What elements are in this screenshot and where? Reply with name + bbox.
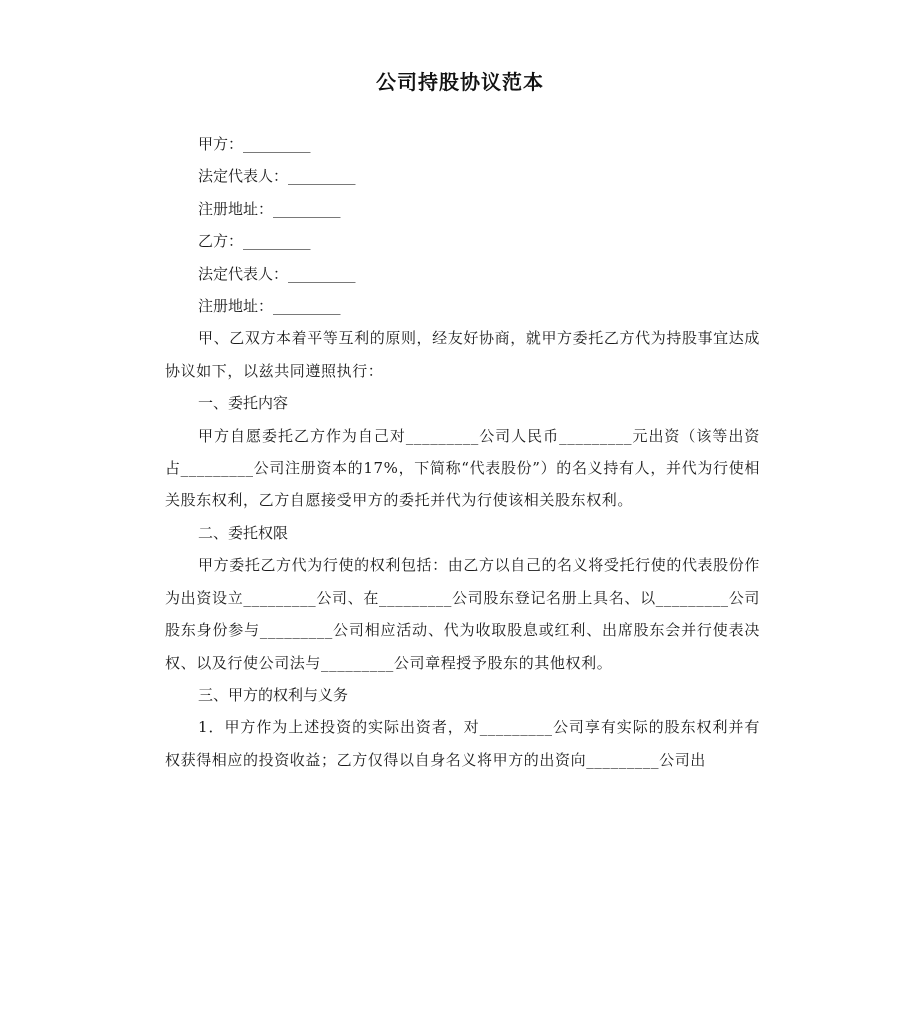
section-heading-entrustment-content: 一、委托内容 xyxy=(198,394,289,413)
section-text-entrustment-content: 甲方自愿委托乙方作为自己对_________公司人民币_________元出资（该等出资占_________公司注册资本的17%，下简称“代表股份”）的名义持有人，并代为行使相关股东权利，乙方自愿接受甲方的委托并代为行使该相关股东权利。 xyxy=(165,426,760,510)
section-text-party-a-rights: 1．甲方作为上述投资的实际出资者，对_________公司享有实际的股东权利并有权获得相应的投资收益；乙方仅得以自身名义将甲方的出资向_________公司出 xyxy=(165,718,760,769)
section-text-entrustment-authority: 甲方委托乙方代为行使的权利包括：由乙方以自己的名义将受托行使的代表股份作为出资设立_________公司、在_________公司股东登记名册上具名、以_________公司股东身份参与_________公司相应活动、代为收取股息或红利、出席股东会并行使表决权、以及行使公司法与_________公司章程授予股东的其他权利。 xyxy=(165,556,760,672)
party-a-name: 甲方：_________ xyxy=(198,135,311,153)
party-b-address: 注册地址：_________ xyxy=(198,297,341,316)
party-b-name: 乙方：_________ xyxy=(198,232,311,251)
document-body xyxy=(165,128,760,776)
document-title: 公司持股协议范本 xyxy=(376,70,544,94)
party-a-address: 注册地址：_________ xyxy=(198,199,341,218)
party-b-representative: 法定代表人：_________ xyxy=(198,264,356,283)
party-a-representative: 法定代表人：_________ xyxy=(198,167,356,186)
intro-paragraph: 甲、乙双方本着平等互利的原则，经友好协商，就甲方委托乙方代为持股事宜达成协议如下，以兹共同遵照执行： xyxy=(165,329,760,380)
section-heading-party-a-rights: 三、甲方的权利与义务 xyxy=(198,685,349,704)
section-heading-entrustment-authority: 二、委托权限 xyxy=(198,523,289,542)
